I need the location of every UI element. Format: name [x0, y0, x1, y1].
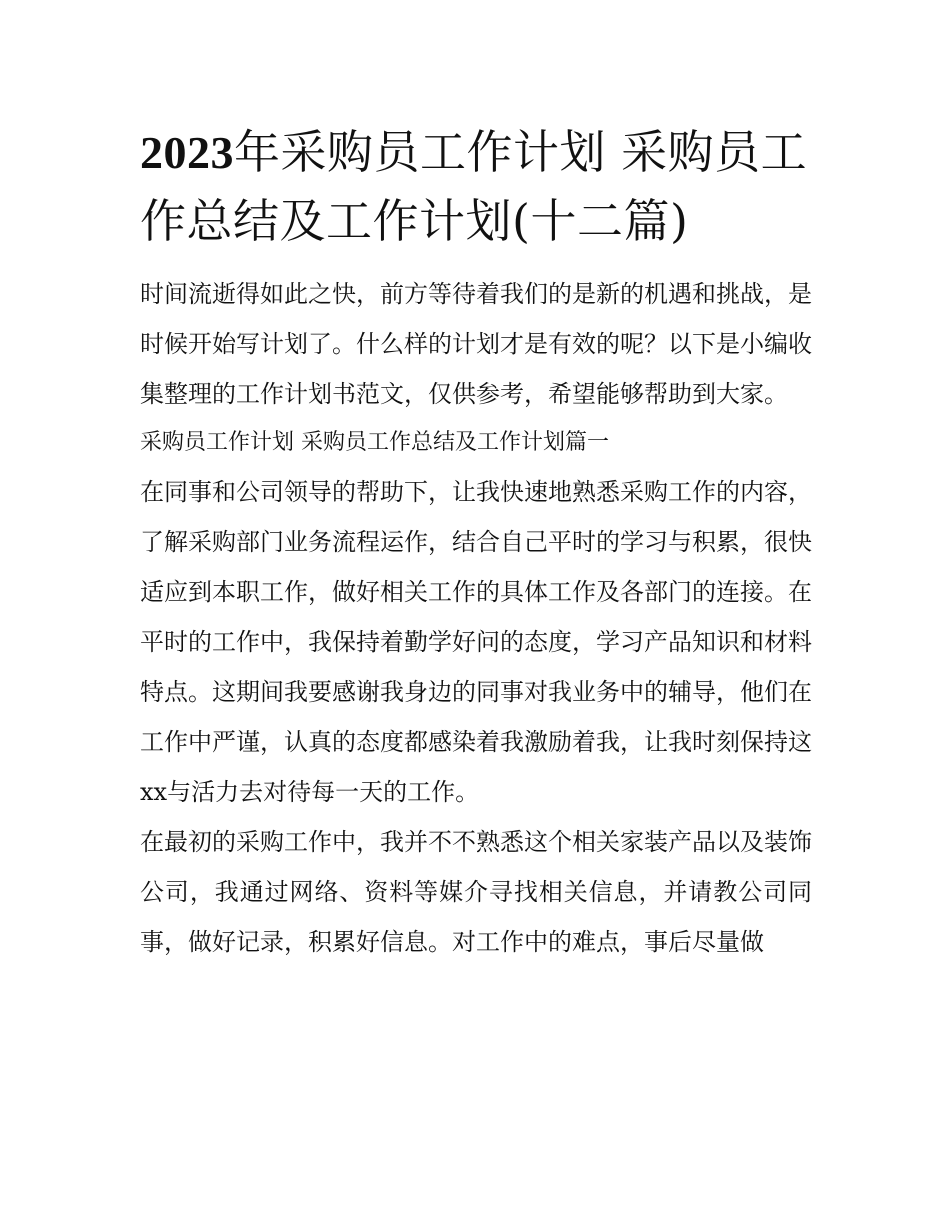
intro-paragraph: 时间流逝得如此之快，前方等待着我们的是新的机遇和挑战，是时候开始写计划了。什么样的计划才是有效的呢？以下是小编收集整理的工作计划书范文，仅供参考，希望能够帮助到大家。 [140, 280, 812, 408]
section-heading: 采购员工作计划 采购员工作总结及工作计划篇一 [140, 430, 609, 455]
title-year: 2023 [140, 127, 234, 178]
body-paragraph-2: 在最初的采购工作中，我并不不熟悉这个相关家装产品以及装饰公司，我通过网络、资料等媒介寻找相关信息，并请教公司同事，做好记录，积累好信息。对工作中的难点，事后尽量做 [140, 828, 812, 956]
document-page [140, 118, 812, 967]
document-title [140, 118, 812, 255]
title-text: 年采购员工作计划 采购员工作总结及工作计划(十二篇) [140, 125, 808, 248]
body-paragraph-1: 在同事和公司领导的帮助下，让我快速地熟悉采购工作的内容，了解采购部门业务流程运作，结合自己平时的学习与积累，很快适应到本职工作，做好相关工作的具体工作及各部门的连接。在平时的工作中，我保持着勤学好问的态度，学习产品知识和材料特点。这期间我要感谢我身边的同事对我业务中的辅导，他们在工作中严谨，认真的态度都感染着我激励着我，让我时刻保持这xx与活力去对待每一天的工作。 [140, 478, 812, 806]
